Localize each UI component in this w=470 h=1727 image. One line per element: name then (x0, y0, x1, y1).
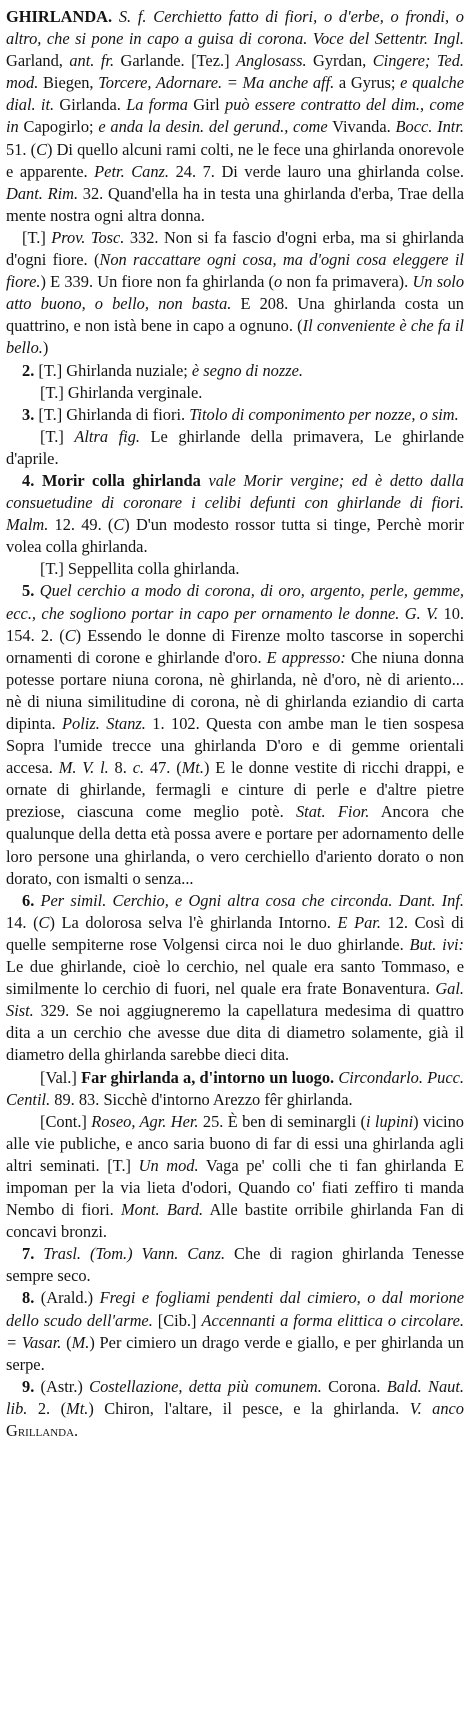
text-run: ) Chiron, l'altare, il pesce, e la ghirlanda. (88, 1398, 410, 1418)
text-run: Garlande. [Tez.] (114, 51, 236, 71)
text-run: Altra fig. (74, 426, 140, 446)
text-run: 3. (22, 404, 39, 424)
text-run: (Astr.) (40, 1376, 90, 1396)
text-run: Circondarlo. Pucc. Centil. (6, 1067, 464, 1109)
text-run: Mont. Bard. (120, 1200, 204, 1220)
text-run: Fregi e fogliami pendenti dal cimiero, o dal morione dello scudo dell'arme. (6, 1288, 464, 1330)
sense-2-paragraph (6, 360, 464, 382)
text-run: 332. Non si fa fascio d'ogni erba, ma si ghirlanda d'ogni fiore. ( (6, 227, 464, 270)
text-run: 329. Se noi aggiugneremo la capellatura medesima di quattro dita a un cerchio che avesse due dita di diametro solamente, già il diametro della ghirlanda sarebbe dieci dita. (6, 1001, 464, 1065)
text-run: 2. ( (27, 1398, 67, 1418)
text-run: i lupini (366, 1111, 414, 1131)
sense-9-paragraph (6, 1376, 464, 1442)
text-run: 14. ( (6, 912, 39, 932)
text-run: Il conveniente è che fa il bello. (6, 316, 464, 358)
text-run: 4. Morir colla ghirlanda (22, 470, 201, 490)
text-run: o (274, 272, 283, 292)
text-run: La forma (126, 95, 188, 115)
text-run: 24. 7. Di verde lauro una ghirlanda colse. (169, 161, 464, 181)
text-run: 12. 49. ( (48, 515, 114, 535)
text-run: ant. fr. (69, 51, 115, 71)
text-run: e qualche dial. it. (6, 73, 464, 115)
text-run: a Gyrus; (334, 73, 401, 93)
proverb-paragraph (6, 227, 464, 360)
text-run: ) vicino alle vie publiche, e anco saria buono di far di essi una ghirlanda agli altri seminati. [T.] (6, 1111, 464, 1175)
text-run: C (113, 515, 125, 535)
text-run: Per simil. Cerchio, e Ogni altra cosa che circonda. Dant. Inf. (40, 890, 464, 910)
text-run: Vivanda. (327, 117, 396, 137)
sense-2-subparagraph (6, 382, 464, 404)
text-run: Garland, (6, 51, 70, 71)
text-run: Un mod. (138, 1155, 199, 1175)
sense-4-subparagraph (6, 558, 464, 580)
text-run: ) D'un modesto rossor tutta si tinge, Perchè morir volea colla ghirlanda. (6, 515, 464, 557)
text-run: 89. 83. Sicchè d'intorno Arezzo fêr ghirlanda. (50, 1089, 353, 1109)
sense-8-paragraph (6, 1287, 464, 1375)
text-run: 1. 102. Questa con ambe man le tien sospesa Sopra l'umide trecce una ghirlanda D'oro e di gemme orientali accesa. (6, 714, 464, 778)
text-run: [Val.] (40, 1067, 82, 1087)
text-run: Bald. Naut. lib. (6, 1376, 464, 1418)
text-run: ) Di quello alcuni rami colti, ne le fece una ghirlanda onorevole e apparente. (6, 139, 465, 181)
text-run: 47. ( (144, 758, 182, 778)
text-run: Prov. Tosc. (51, 227, 125, 247)
text-run: (Arald.) (40, 1288, 100, 1308)
text-run: Non raccattare ogni cosa, ma d'ogni cosa eleggere il fiore. (6, 250, 464, 292)
text-run: 12. Così di quelle sempiterne rose Volgensi circa noi le duo ghirlande. (6, 912, 464, 954)
text-run: [T.] Ghirlanda nuziale; (38, 360, 192, 380)
text-run: Le ghirlande della primavera, Le ghirlande d'aprile. (6, 426, 464, 468)
text-run: E 208. Una ghirlanda costa un quattrino, e non istà bene in capo a ognuno. ( (6, 294, 464, 336)
text-run: 25. È ben di seminargli ( (198, 1111, 366, 1131)
text-run: Quel cerchio a modo di corona, di oro, argento, perle, gemme, ecc., che sogliono portar in capo per ornamento le donne. G. V. (6, 581, 465, 623)
text-run: ) Per cimiero un drago verde e giallo, e per ghirlanda un serpe. (6, 1332, 465, 1374)
text-run: Far ghirlanda a, d'intorno un luogo. (81, 1067, 335, 1087)
sense-4-paragraph (6, 470, 464, 558)
text-run: Gal. Sist. (6, 979, 464, 1021)
text-run: 9. (22, 1376, 41, 1396)
text-run: Trasl. (Tom.) Vann. Canz. (43, 1244, 226, 1264)
text-run: M. (71, 1332, 90, 1352)
text-run: c. (132, 758, 145, 778)
text-run: 8. (108, 758, 133, 778)
text-run: e anda la desin. del gerund., come (98, 117, 328, 137)
text-run: 32. Quand'ella ha in testa una ghirlanda d'erba, Trae della mente nostra ogni altra donna. (6, 183, 465, 225)
text-run: ) (42, 338, 49, 358)
text-run: Le due ghirlande, cioè lo cerchio, nel quale era santo Tommaso, e similmente lo cerchio di fuori, nel quale era frate Bonaventura. (6, 957, 464, 999)
text-run: M. V. l. (58, 758, 109, 778)
text-run: 6. (22, 890, 41, 910)
entry-headword-paragraph (6, 6, 464, 227)
text-run: C (64, 625, 76, 645)
text-run: Corona. (321, 1376, 387, 1396)
text-run: 5. (22, 581, 40, 601)
text-run: Grillanda. (6, 1421, 79, 1440)
text-run: Stat. Fior. (295, 802, 370, 822)
text-run: ( (61, 1332, 72, 1352)
text-run: Girl (187, 95, 226, 115)
text-run: [T.] Ghirlanda di fiori. (38, 404, 190, 424)
text-run: Biegen, (38, 73, 99, 93)
text-run: Girlanda. (54, 95, 127, 115)
text-run: può essere contratto del dim., come in (6, 95, 464, 137)
text-run: Anglosass. (235, 51, 307, 71)
text-run: But. ivi: (409, 934, 464, 954)
text-run: Ancora che qualunque della detta età possa avere e portare per adornamento delle loro persone una ghirlanda, o vero cerchiello d'ariento dorato o non dorato, con ismalti o senza... (6, 802, 464, 888)
text-run: Mt. (66, 1398, 89, 1418)
text-run: è segno di nozze. (191, 360, 303, 380)
text-run: Capogirlo; (18, 117, 99, 137)
text-run: GHIRLANDA. (6, 7, 113, 26)
text-run: [Cib.] (152, 1310, 202, 1330)
text-run: C (38, 912, 50, 932)
text-run: C (36, 139, 47, 159)
sense-6-paragraph (6, 890, 464, 1067)
text-run: [T.] Ghirlanda verginale. (40, 382, 203, 402)
text-run: Torcere, Adornare. = Ma anche aff. (98, 73, 335, 93)
text-run: [Cont.] (40, 1111, 92, 1131)
text-run: Cingere; Ted. mod. (6, 51, 464, 93)
text-run: S. f. Cerchietto fatto di fiori, o d'erbe, o frondi, o altro, che si pone in capo a guisa di corona. Voce del Settentr. Ingl. (6, 7, 464, 49)
text-run: ) Essendo le donne di Firenze molto tascorse in soperchi ornamenti di corone e ghirlande d'oro. (6, 625, 464, 667)
text-run: Poliz. Stanz. (62, 714, 146, 733)
text-run: Gyrdan, (306, 51, 373, 71)
text-run: Dant. Rim. (6, 183, 79, 203)
text-run: 2. (22, 360, 39, 380)
sense-3-paragraph (6, 404, 464, 426)
text-run: ) La dolorosa selva l'è ghirlanda Intorno. (49, 912, 338, 932)
text-run: [T.] (22, 227, 52, 247)
text-run: Roseo, Agr. Her. (91, 1111, 199, 1131)
text-run: Che di ragion ghirlanda Tenesse sempre seco. (6, 1244, 464, 1286)
sense-3-subparagraph (6, 426, 464, 470)
sense-6-val-paragraph (6, 1067, 464, 1111)
text-run: E Par. (337, 912, 381, 932)
sense-6-cont-paragraph (6, 1111, 464, 1244)
text-run: Bocc. Intr. (395, 117, 464, 137)
sense-5-paragraph (6, 580, 464, 889)
text-run: Vaga pe' colli che ti fan ghirlanda E impoman per la via lieta d'odori, Quando co' fiati zeffiro ti manda Nembo di fiori. (6, 1155, 464, 1220)
text-run: Mt. (181, 758, 204, 778)
text-run: Un solo atto buono, o bello, non basta. (6, 272, 465, 314)
text-run: 7. (22, 1244, 44, 1264)
text-run: vale Morir vergine; ed è detto dalla consuetudine di coronare i celibi defunti con ghirlande di fiori. Malm. (6, 470, 464, 535)
text-run: ) E le donne vestite di ricchi drappi, e ornate di ghirlande, fermagli e cinture di perle e d'altre pietre preziose, ciascuna come meglio potè. (6, 758, 464, 822)
text-run: [T.] (40, 426, 75, 446)
text-run: E appresso: (266, 647, 346, 667)
text-run: 51. ( (6, 139, 37, 159)
text-run: 10. 154. 2. ( (6, 603, 464, 645)
sense-7-paragraph (6, 1243, 464, 1287)
text-run: Costellazione, detta più comunem. (89, 1376, 322, 1396)
text-run: non fa primavera). (282, 272, 413, 292)
text-run: Titolo di componimento per nozze, o sim. (189, 404, 459, 424)
text-run: V. anco (409, 1398, 464, 1418)
text-run: Accennanti a forma elittica o circolare. = Vasar. (6, 1310, 464, 1352)
text-run: Alle bastite orribile ghirlanda Fan di concavi bronzi. (6, 1200, 464, 1242)
text-run: [T.] Seppellita colla ghirlanda. (40, 559, 240, 579)
text-run: 8. (22, 1288, 41, 1308)
text-run: ) E 339. Un fiore non fa ghirlanda ( (40, 272, 275, 292)
text-run: Petr. Canz. (94, 161, 170, 181)
text-run: Che niuna donna potesse portare niuna corona, nè ghirlanda, nè d'oro, nè di ariento... nè di niuna similitudine di corona, nè di ghirlanda eziandio di carta dipinta. (6, 647, 464, 733)
